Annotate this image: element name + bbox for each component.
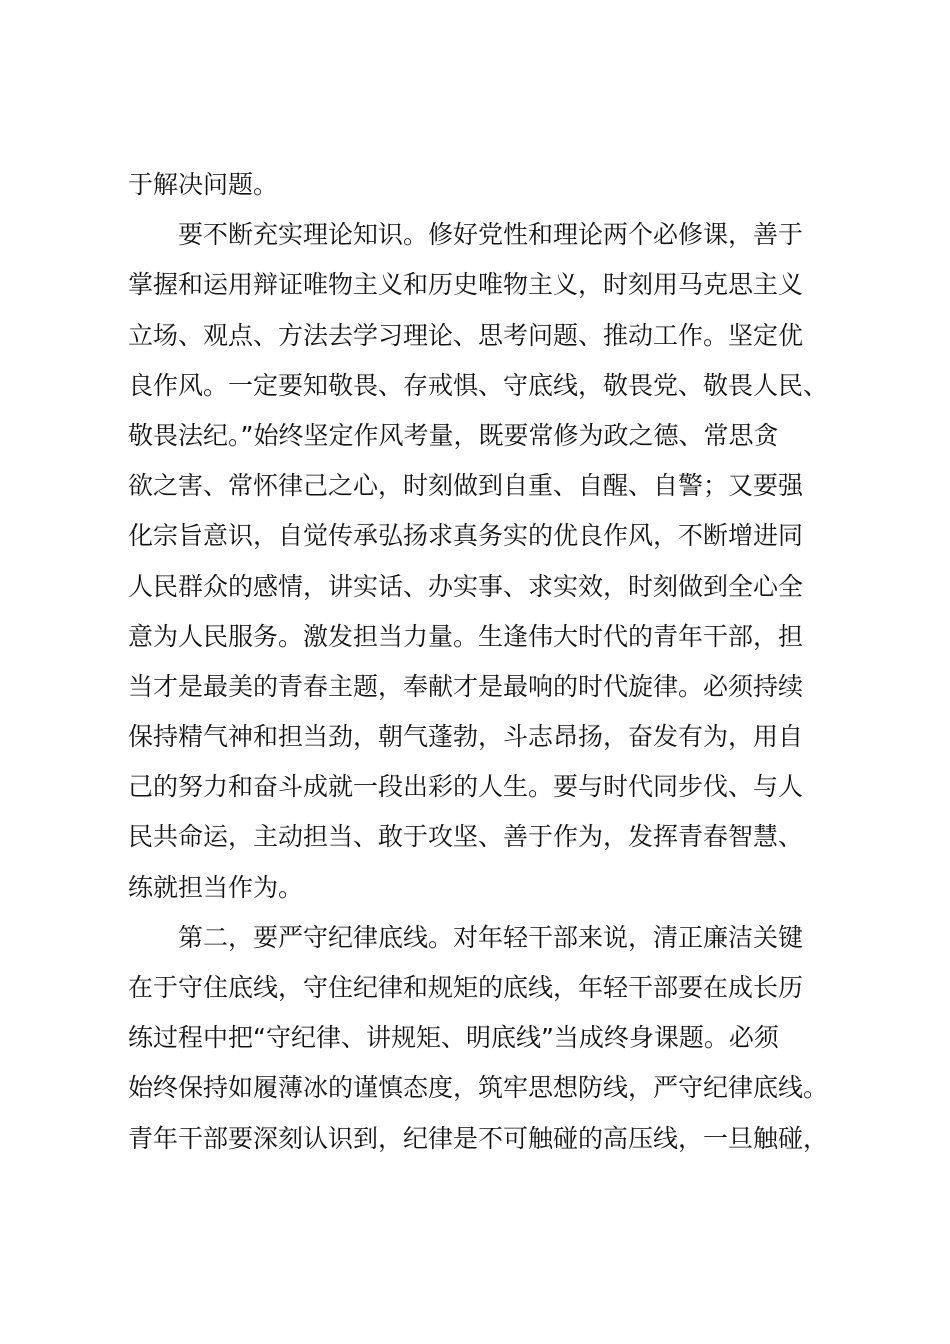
text-line: 良作风。一定要知敬畏、存戒惧、守底线，敬畏党、敬畏人民、	[128, 370, 829, 400]
text-line: 掌握和运用辩证唯物主义和历史唯物主义，时刻用马克思主义	[128, 270, 804, 300]
document-body	[128, 160, 853, 1164]
paragraph-first-line: 第二，要严守纪律底线。对年轻干部来说，清正廉洁关键	[178, 922, 804, 952]
text-line: 民共命运，主动担当、敢于攻坚、善于作为，发挥青春智慧、	[128, 822, 804, 852]
text-line: 练就担当作为。	[128, 872, 304, 902]
paragraph-first-line: 要不断充实理论知识。修好党性和理论两个必修课，善于	[178, 220, 804, 250]
text-line: 当才是最美的青春主题，奉献才是最响的时代旋律。必须持续	[128, 671, 804, 701]
text-line: 立场、观点、方法去学习理论、思考问题、推动工作。坚定优	[128, 320, 804, 350]
text-line: 人民群众的感情，讲实话、办实事、求实效，时刻做到全心全	[128, 571, 804, 601]
text-line: 敬畏法纪。”始终坚定作风考量，既要常修为政之德、常思贪	[128, 420, 779, 450]
text-line: 青年干部要深刻认识到，纪律是不可触碰的高压线，一旦触碰，	[128, 1123, 829, 1153]
text-line: 化宗旨意识，自觉传承弘扬求真务实的优良作风，不断增进同	[128, 521, 804, 551]
text-line: 意为人民服务。激发担当力量。生逢伟大时代的青年干部，担	[128, 621, 804, 651]
text-line: 欲之害、常怀律己之心，时刻做到自重、自醒、自警；又要强	[128, 471, 804, 501]
text-line: 始终保持如履薄冰的谨慎态度，筑牢思想防线，严守纪律底线。	[128, 1073, 829, 1103]
text-line: 练过程中把“守纪律、讲规矩、明底线”当成终身课题。必须	[128, 1023, 779, 1053]
text-line: 在于守住底线，守住纪律和规矩的底线，年轻干部要在成长历	[128, 973, 804, 1002]
text-line: 于解决问题。	[128, 170, 279, 199]
text-line: 保持精气神和担当劲，朝气蓬勃，斗志昂扬，奋发有为，用自	[128, 722, 804, 752]
text-line: 己的努力和奋斗成就一段出彩的人生。要与时代同步伐、与人	[128, 772, 804, 802]
